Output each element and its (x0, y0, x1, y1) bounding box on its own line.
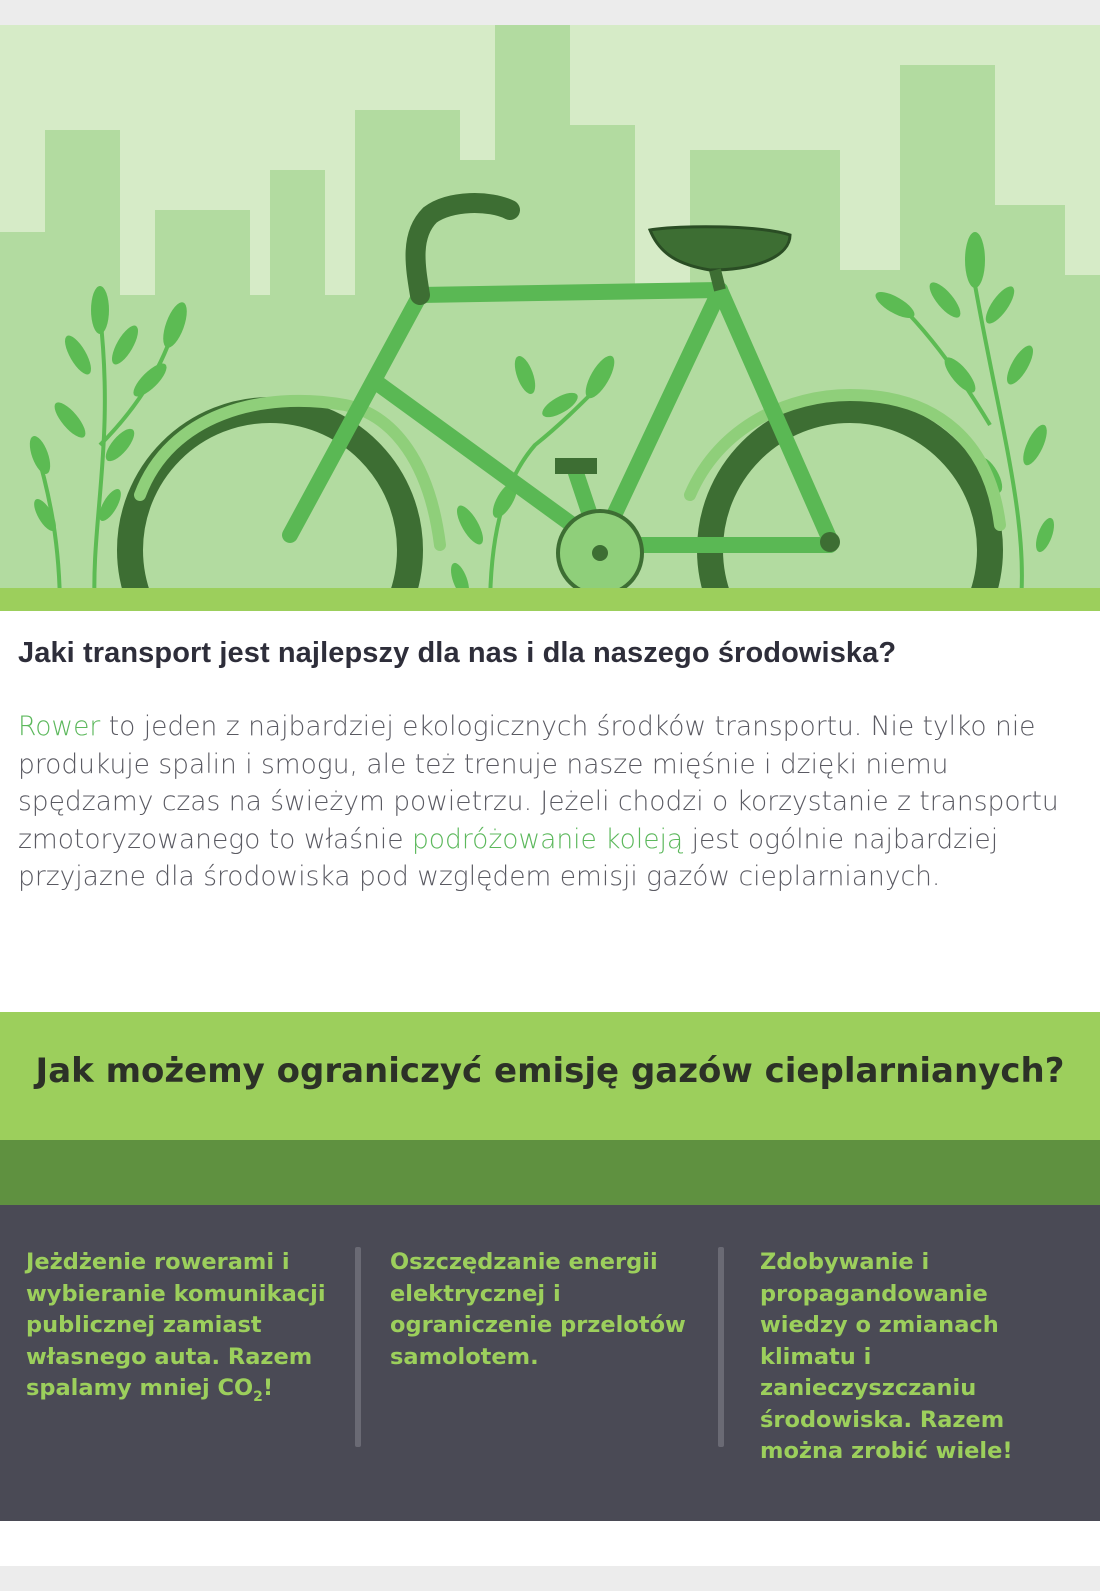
highlight-rower: Rower (18, 711, 101, 742)
highlight-kolej: podróżowanie koleją (411, 823, 684, 855)
banner-dark-strip (0, 1140, 1100, 1205)
tip-cycling-subscript: 2 (253, 1389, 263, 1405)
infographic-page (0, 25, 1100, 1566)
tips-panel (0, 1205, 1100, 1521)
hero-accent-strip (0, 588, 1100, 611)
tip-knowledge (760, 1247, 1060, 1468)
tip-cycling-text: Jeżdżenie rowerami i wybieranie komunikacji publicznej zamiast własnego auta. Razem spalamy mniej CO (26, 1249, 326, 1401)
banner-heading: Jak możemy ograniczyć emisję gazów cieplarnianych? (35, 1051, 1065, 1091)
paragraph-text-part1: to jeden z najbardziej ekologicznych środków transportu. Nie tylko nie produkuje spalin i smogu, ale też trenuje nasze mięśnie i dzięki niemu spędzamy czas na świeżym powietrzu. Jeżeli chodzi o korzystanie z transportu zmotoryzowanego to właśnie (18, 711, 1059, 855)
paragraph-text-part2: jest ogólnie najbardziej przyjazne dla środowiska pod względem emisji gazów cieplarnianych. (18, 823, 999, 892)
tip-divider (355, 1247, 361, 1447)
tip-energy (390, 1247, 690, 1373)
section-heading-transport: Jaki transport jest najlepszy dla nas i dla naszego środowiska? (18, 637, 897, 669)
intro-paragraph (18, 708, 1083, 896)
tip-divider (718, 1247, 724, 1447)
tip-cycling-suffix: ! (262, 1375, 274, 1401)
tip-knowledge-text: Zdobywanie i propagandowanie wiedzy o zmianach klimatu i zanieczyszczaniu środowiska. Razem można zrobić wiele! (760, 1249, 1013, 1464)
hero-illustration (0, 25, 1100, 611)
tip-cycling (26, 1247, 336, 1405)
emissions-banner (0, 1012, 1100, 1140)
tip-energy-text: Oszczędzanie energii elektrycznej i ograniczenie przelotów samolotem. (390, 1249, 686, 1370)
